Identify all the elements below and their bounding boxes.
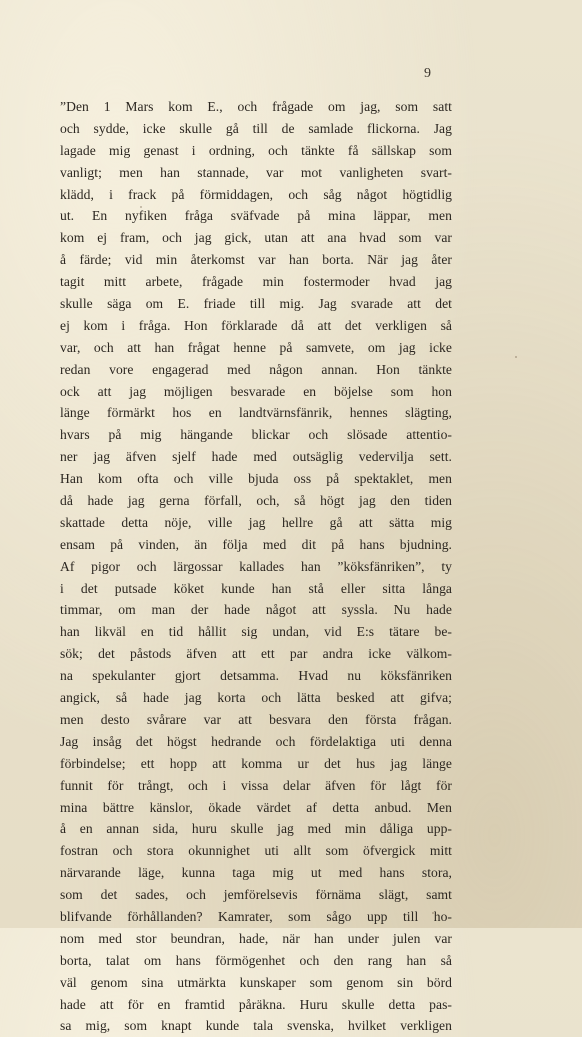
text-line: förbindelse; ett hopp att komma ur det hus jag länge [60,755,452,771]
text-line: som det sades, och jemförelsevis förnäma slägt, samt [60,887,452,903]
text-line: sa mig, som knapt kunde tala svenska, hvilket verkligen [60,1018,452,1034]
text-line: ensam på vinden, än följa med dit på hans bjudning. [60,536,452,552]
text-line: mina bättre känslor, ökade värdet af detta anbud. Men [60,799,452,815]
text-line: klädd, i frack på förmiddagen, och såg något högtidlig [60,186,452,202]
text-line: Han kom ofta och ville bjuda oss på spektaklet, men [60,471,452,487]
text-line: redan vore engagerad med någon annan. Hon tänkte [60,361,452,377]
paper-speck [432,912,434,914]
text-line: väl genom sina utmärkta kunskaper som genom sin börd [60,974,452,990]
text-line: Af pigor och lärgossar kallades han ”köksfänriken”, ty [60,558,452,574]
paper-speck [88,870,90,872]
text-line: hade att för en framtid påräkna. Huru skulle detta pas- [60,996,452,1012]
text-line: nom med stor beundran, hade, när han under julen var [60,930,452,946]
text-line: länge förmärkt hos en landtvärnsfänrik, hennes slägting, [60,405,452,421]
text-line: skattade detta nöje, ville jag hellre gå att sätta mig [60,514,452,530]
text-line: hvars på mig hängande blickar och slösade attentio- [60,427,452,443]
text-line: vanligt; men han stannade, var mot vanligheten svart- [60,164,452,180]
text-line: närvarande läge, kunna taga mig ut med hans stora, [60,865,452,881]
text-line: lagade mig genast i ordning, och tänkte få sällskap som [60,142,452,158]
text-line: fostran och stora okunnighet uti allt som öfvergick mitt [60,843,452,859]
text-line: ock att jag möjligen besvarade en böjelse som hon [60,383,452,399]
text-line: ner jag äfven sjelf hade med outsäglig vedervilja sett. [60,449,452,465]
text-line: funnit för trångt, och i vissa delar äfven för lågt för [60,777,452,793]
text-line: han likväl en tid hållit sig undan, vid E:s tätare be- [60,624,452,640]
body-text [60,96,452,1037]
text-line: na spekulanter gjort detsamma. Hvad nu köksfänriken [60,668,452,684]
text-line: och sydde, icke skulle gå till de samlade flickorna. Jag [60,120,452,136]
text-line: ut. En nyfiken fråga sväfvade på mina läppar, men [60,208,452,224]
paper-speck [515,356,517,358]
text-line: kom ej fram, och jag gick, utan att ana hvad som var [60,230,452,246]
text-line: ”Den 1 Mars kom E., och frågade om jag, som satt [60,99,452,114]
text-line: men desto svårare var att besvara den första frågan. [60,711,452,727]
text-line: skulle säga om E. friade till mig. Jag svarade att det [60,296,452,312]
text-line: blifvande förhållanden? Kamrater, som sågo upp till ho- [60,908,452,924]
text-line: angick, så hade jag korta och lätta besked att gifva; [60,690,452,706]
text-line: ej kom i fråga. Hon förklarade då att det verkligen så [60,317,452,333]
text-line: var, och att han frågat henne på samvete, om jag icke [60,339,452,355]
text-line: då hade jag gerna förfall, och, så högt jag den tiden [60,493,452,509]
page-number: 9 [424,66,431,81]
text-line: å färde; vid min återkomst var han borta. När jag åter [60,252,452,268]
text-line: borta, talat om hans förmögenhet och den rang han så [60,952,452,968]
text-line: i det putsade köket kunde han stå eller sitta långa [60,580,452,596]
text-line: sök; det påstods äfven att ett par andra icke välkom- [60,646,452,662]
text-line: tagit mitt arbete, frågade min fostermoder hvad jag [60,274,452,290]
text-line: å en annan sida, huru skulle jag med min dåliga upp- [60,821,452,837]
paper-speck [140,206,142,208]
text-line: timmar, om man der hade något att syssla. Nu hade [60,602,452,618]
text-line: Jag insåg det högst hedrande och fördelaktiga uti denna [60,733,452,749]
